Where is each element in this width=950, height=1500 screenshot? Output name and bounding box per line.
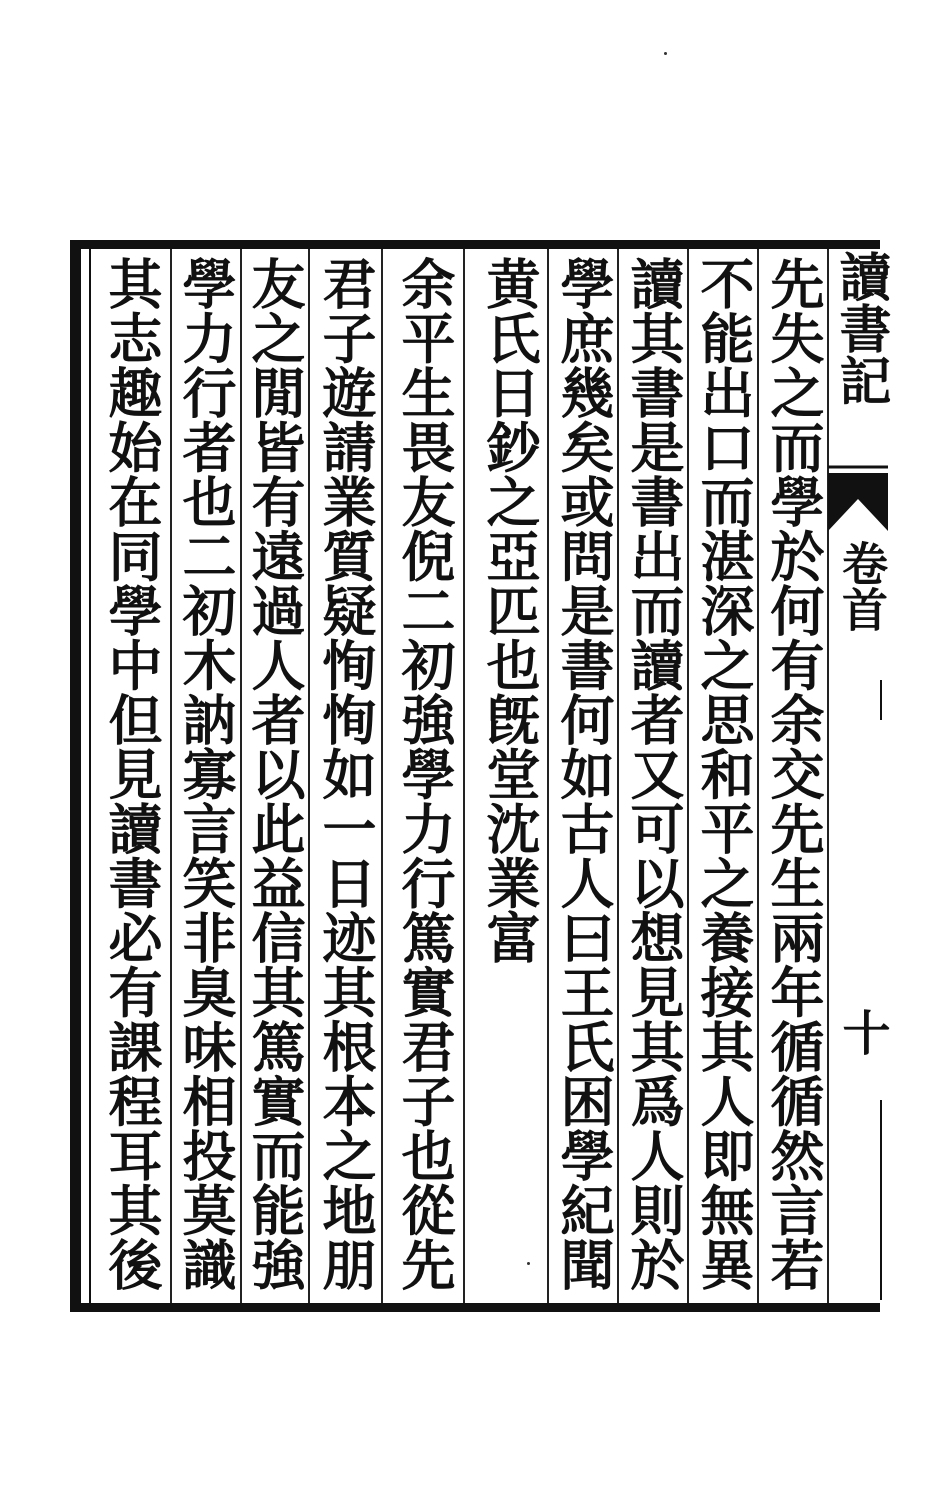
banxin-juan-label: 卷首 [835, 540, 889, 632]
column-divider [308, 249, 310, 1303]
column-divider [827, 249, 829, 1303]
ink-speck [527, 1262, 530, 1265]
banxin-tick [880, 1100, 882, 1300]
column-divider [170, 249, 172, 1303]
column-divider [547, 249, 549, 1303]
column-divider [687, 249, 689, 1303]
column-divider [617, 249, 619, 1303]
text-column-8: 友之閒皆有遠過人者以此益信其篤實而能強 [243, 256, 307, 1292]
column-divider [381, 249, 383, 1303]
column-divider [240, 249, 242, 1303]
text-column-4: 學庶幾矣或問是書何如古人曰王氏困學紀聞 [552, 256, 616, 1292]
text-column-5: 黄氏日鈔之亞匹也旣堂沈業富 [478, 256, 542, 965]
banxin-folio-number: 十 [834, 1008, 890, 1056]
text-column-9: 學力行者也二初木訥寡言笑非臭味相投莫識 [174, 256, 238, 1292]
text-column-1: 先失之而學於何有余交先生兩年循循然言若 [762, 256, 826, 1292]
banxin-tick [880, 680, 882, 720]
text-column-7: 君子遊請業質疑恂恂如一日迹其根本之地朋 [314, 256, 378, 1292]
text-column-10: 其志趣始在同學中但見讀書必有課程耳其後 [100, 256, 164, 1292]
ink-speck [664, 52, 667, 55]
text-column-3: 讀其書是書出而讀者又可以想見其爲人則於 [622, 256, 686, 1292]
text-column-6: 余平生畏友倪二初強學力行篤實君子也從先 [393, 256, 457, 1292]
fish-tail-mark [828, 465, 888, 531]
text-column-2: 不能出口而湛深之思和平之養接其人即無異 [692, 256, 756, 1292]
banxin-book-title: 讀書記 [830, 250, 891, 406]
frame-inner-left-rule [89, 248, 91, 1304]
column-divider [463, 249, 465, 1303]
column-divider [757, 249, 759, 1303]
